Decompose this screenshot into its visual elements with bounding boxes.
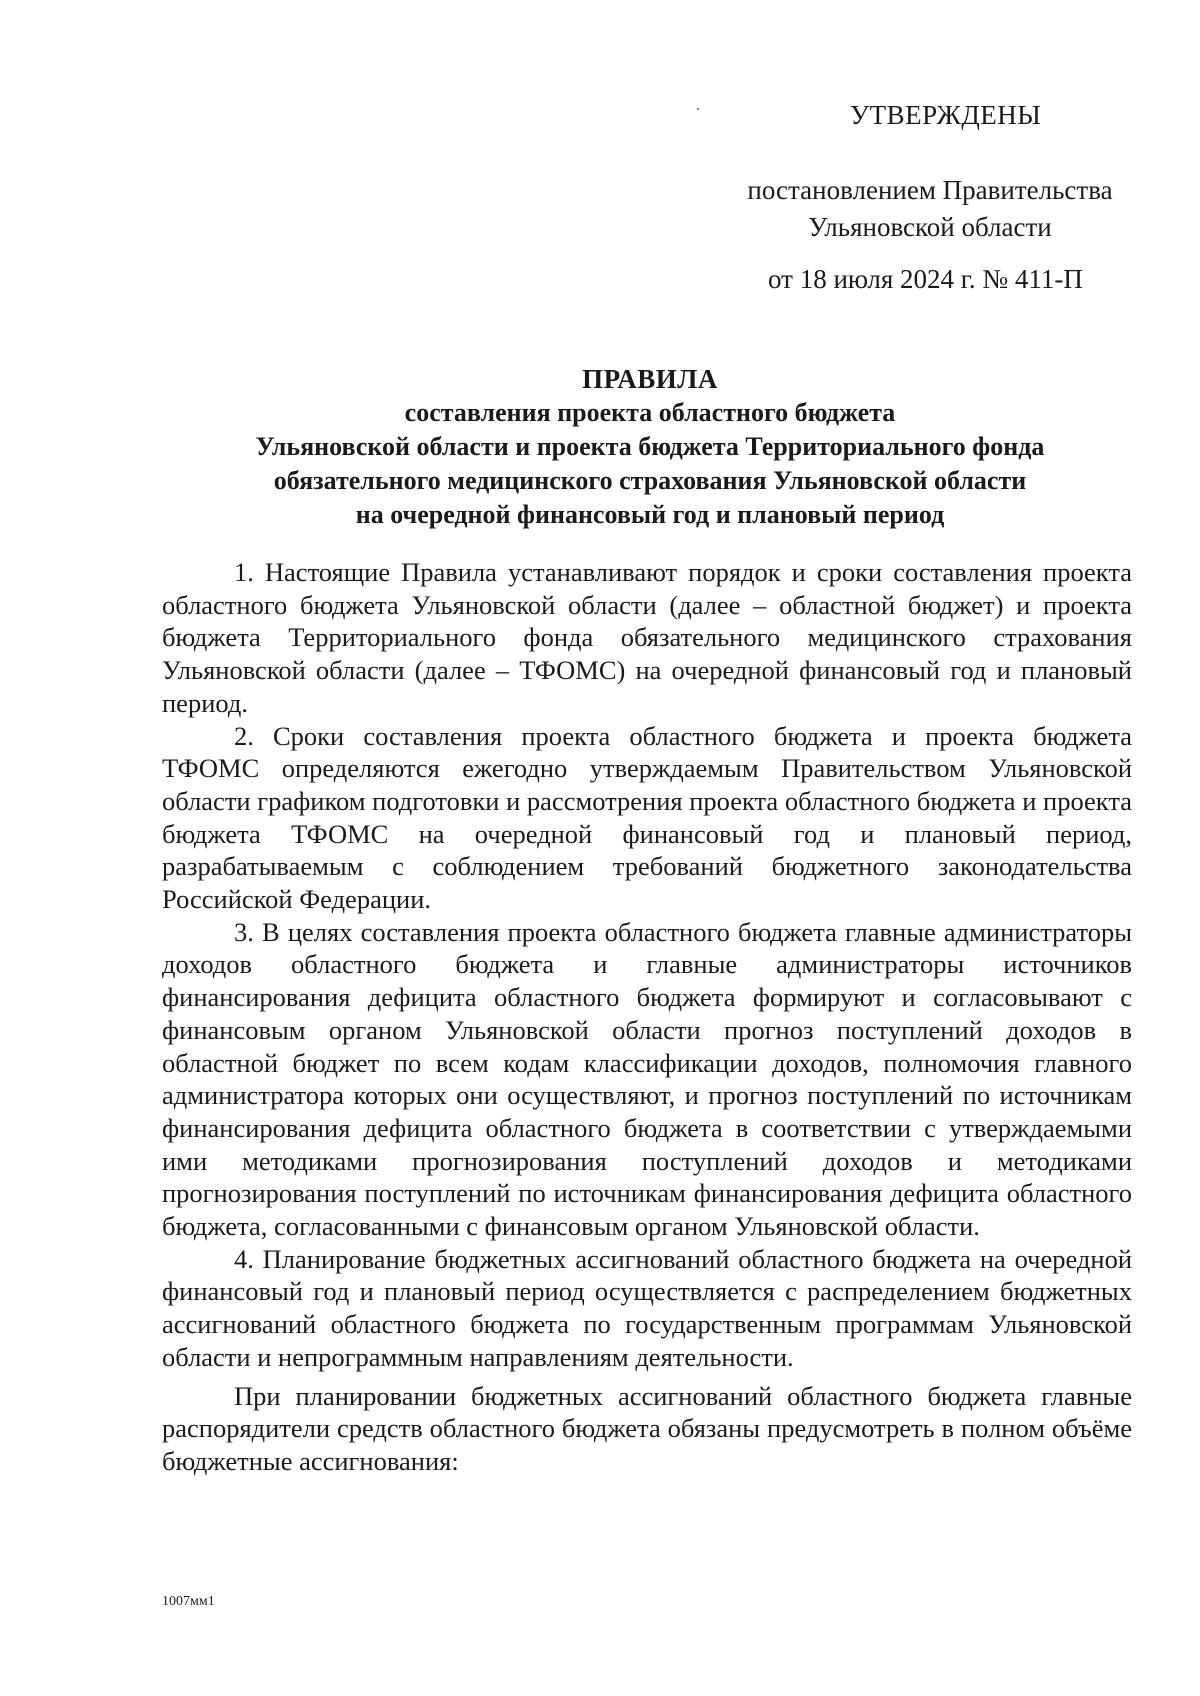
title-line-4: на очередной финансовый год и плановый период [355,500,945,529]
approval-issuer [740,172,1120,246]
paragraph-2: 2. Сроки составления проекта областного бюджета и проекта бюджета ТФОМС определяются ежегодно утверждаемым Правительством Ульяновской области графиком подготовки и рассмотрения проекта областного бюджета и проекта бюджета ТФОМС на очередной финансовый год и плановый период, разрабатываемым с соблюдением требований бюджетного законодательства Российской Федерации. [162,720,1132,915]
footer-code: 1007мм1 [162,1594,215,1609]
approval-heading: УТВЕРЖДЕНЫ [850,100,1042,130]
document-title [160,362,1140,532]
paragraph-5: При планировании бюджетных ассигнований областного бюджета главные распорядители средств областного бюджета обязаны предусмотреть в полном объёме бюджетные ассигнования: [162,1380,1132,1476]
scan-speck [697,108,699,110]
title-main: ПРАВИЛА [582,364,718,394]
paragraph-4: 4. Планирование бюджетных ассигнований областного бюджета на очередной финансовый год и плановый период осуществляется с распределением бюджетных ассигнований областного бюджета по государственным программам Ульяновской области и непрограммным направлениям деятельности. [162,1243,1132,1372]
title-line-3: обязательного медицинского страхования Ульяновской области [273,466,1027,495]
paragraph-1: 1. Настоящие Правила устанавливают порядок и сроки составления проекта областного бюджета Ульяновской области (далее – областной бюджет) и проекта бюджета Территориального фонда обязательного медицинского страхования Ульяновской области (далее – ТФОМС) на очередной финансовый год и плановый период. [162,557,1132,718]
title-line-2: Ульяновской области и проекта бюджета Территориального фонда [255,432,1045,461]
document-body [162,556,1132,1478]
title-line-1: составления проекта областного бюджета [404,398,896,427]
approval-date: от 18 июля 2024 г. № 411-П [768,264,1083,294]
paragraph-3: 3. В целях составления проекта областного бюджета главные администраторы доходов областного бюджета и главные администраторы источников финансирования дефицита областного бюджета формируют и согласовывают с финансовым органом Ульяновской области прогноз поступлений доходов в областной бюджет по всем кодам классификации доходов, полномочия главного администратора которых они осуществляют, и прогноз поступлений по источникам финансирования дефицита областного бюджета в соответствии с утверждаемыми ими методиками прогнозирования поступлений доходов и методиками прогнозирования поступлений по источникам финансирования дефицита областного бюджета, согласованными с финансовым органом Ульяновской области. [162,916,1132,1242]
approval-issuer-line-2: Ульяновской области [808,212,1052,242]
approval-issuer-line-1: постановлением Правительства [747,175,1113,205]
